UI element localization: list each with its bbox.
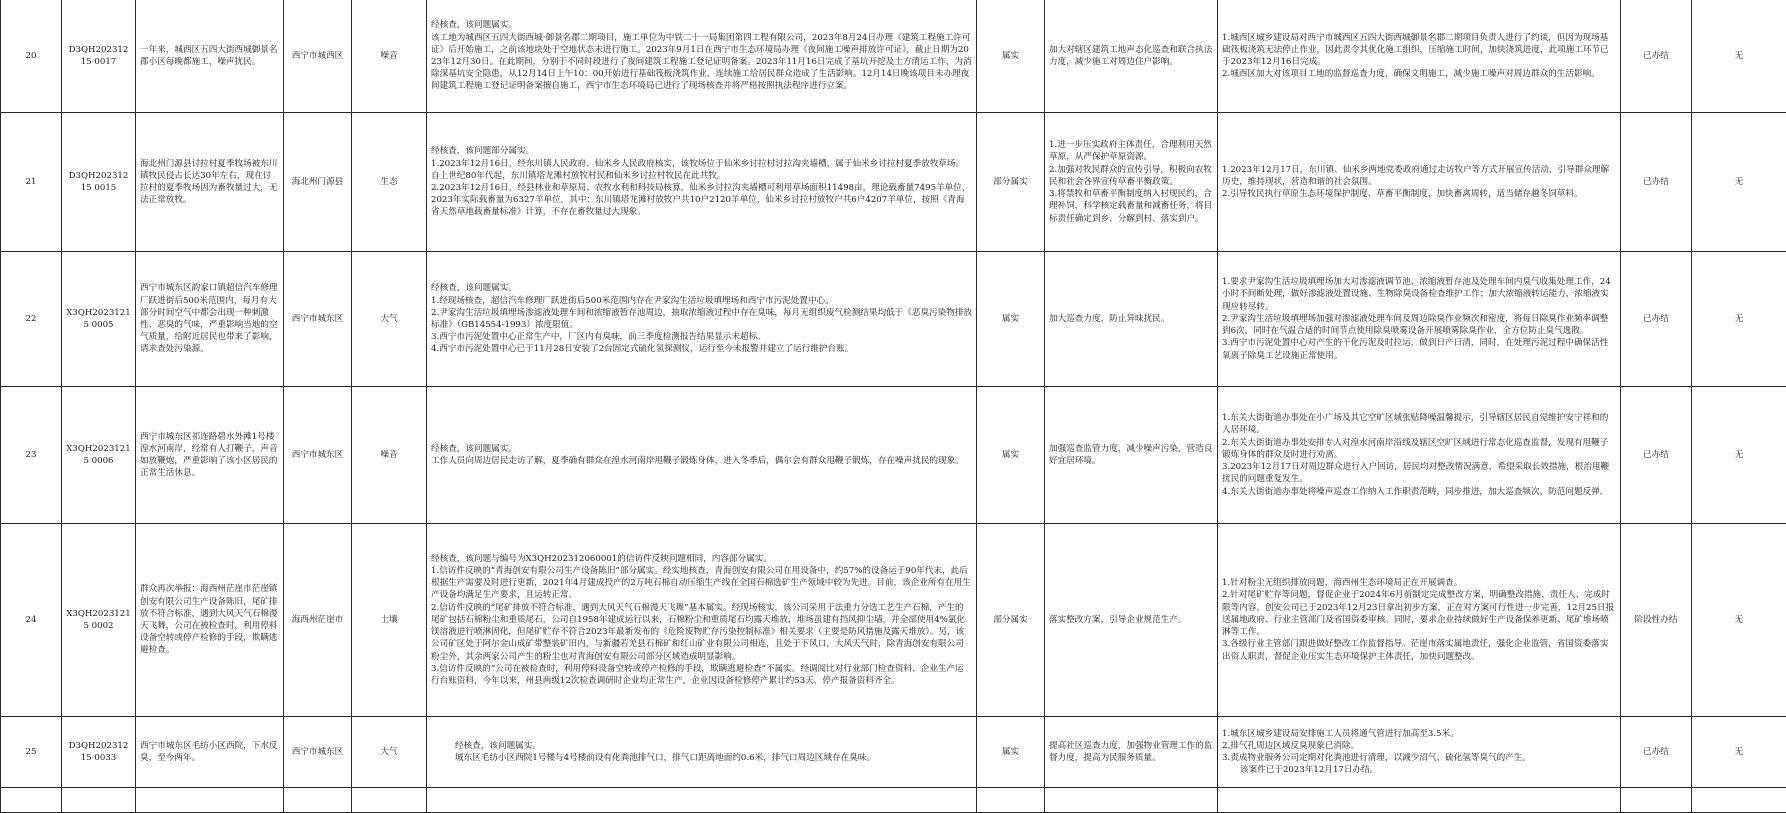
empty-cell — [1692, 788, 1786, 813]
accountability: 无 — [1692, 717, 1786, 788]
empty-cell — [1218, 788, 1621, 813]
location: 西宁市城东区 — [284, 387, 352, 524]
handling-status: 已办结 — [1621, 113, 1692, 252]
location: 海西州茫崖市 — [284, 524, 352, 717]
accountability: 无 — [1692, 252, 1786, 387]
row-number: 20 — [1, 0, 62, 113]
row-number: 22 — [1, 252, 62, 387]
handling-status: 已办结 — [1621, 0, 1692, 113]
pollution-type: 大气 — [352, 717, 427, 788]
accountability: 无 — [1692, 387, 1786, 524]
rectification-measure: 加大巡查力度，防止异味扰民。 — [1045, 252, 1218, 387]
investigation-result: 经核查，该问题属实。 城东区毛纺小区西院1号楼与4号楼前设有化粪池排气口，排气口距离地面约0.6米，排气口周边区域存在臭味。 — [427, 717, 977, 788]
complaint-text: 群众再次举报：海西州茫崖市茫崖镇创安有限公司生产设备陈旧，尾矿排放不符合标准，遇到大风天气石棉漫天飞舞，公司在被检查时，利用停料设备空转或停产检修的手段，欺瞒逃避检查。 — [136, 524, 284, 717]
handling-result: 1.要求尹家沟生活垃圾填埋场加大对渗滤液调节池、浓缩液暂存池及处理车间内臭气收集处理工作，24小时不间断处理，做好渗滤液处置设施、生物除臭设备检查维护工作；加大浓缩液转运能力，浓缩液实现应转尽转。 2.尹家沟生活垃圾填埋场加强对渗滤液处理车间及周边除臭作业频次和密度，将每日除臭作业频率调整到6次，同时在气温合适的时间节点使用除臭喷雾设备开展喷雾除臭作业，全方位防止臭气逸散。 3.西宁市污泥处置中心对产生的干化污泥及时拉运，做到日产日清，同时，在处理污泥过程中确保活性氧离子除臭工艺设施正常使用。 — [1218, 252, 1621, 387]
table-row — [1, 387, 1786, 524]
case-code: D3QH20231215 0033 — [62, 717, 136, 788]
handling-status: 已办结 — [1621, 387, 1692, 524]
case-code: D3QH20231215 0017 — [62, 0, 136, 113]
verdict: 属实 — [977, 387, 1045, 524]
location: 西宁市城东区 — [284, 717, 352, 788]
row-number: 21 — [1, 113, 62, 252]
handling-result — [1218, 717, 1621, 788]
investigation-result: 经核查，该问题与编号为X3QH202312060001的信访件反映问题相同，内容部分属实。 1.信访件反映的“青海创安有限公司生产设备陈旧”部分属实。经实地核查，青海创安有限公司在用设备中，约57%的设备运于90年代末，此后根据生产需要及时进行更新，2021年4月建成投产的2万吨石棉自动压缩生产线在全国石棉选矿生产领域中较为先进。目前，该企业所有在用生产设备均满足生产要求，且运转正常。 2.信访件反映的“尾矿排放不符合标准，遇到大风天气石棉漫天飞舞”基本属实。经现场核实，该公司采用干法重力分选工艺生产石棉，产生的尾矿包括石棉粉尘和重质尾石，公司自1958年建成运行以来，石棉粉尘和重质尾石均露天堆放，堆场虽建有挡风抑尘墙，并全部使用4%氯化镁溶液进行喷淋固化，但尾矿贮存不符合2023年最新发布的《危险废物贮存污染控制标准》相关要求（主要是防风措施及露天堆放）。另，该公司矿区处于阿尔金山成矿带整装矿田内，与新疆若羌县石棉矿和红山矿业有限公司相连，且处于下风口，大风天气时，除青海创安有限公司粉尘外，其余两家公司产生的粉尘也对青海创安有限公司部分区域造成明显影响。 3.信访件反映的“公司在被检查时，利用停料设备空转或停产检修的手段，欺瞒逃避检查”不属实。经调阅比对行业部门检查资料、企业生产运行台账资料，今年以来，州县两级12次检查调研时企业均正常生产，企业因设备检修停产累计约53天，停产报备资料齐全。 — [427, 524, 977, 717]
complaint-text: 西宁市城东区毛纺小区西院，下水反臭，至今两年。 — [136, 717, 284, 788]
pollution-type: 噪音 — [352, 0, 427, 113]
verdict: 部分属实 — [977, 113, 1045, 252]
handling-result: 1.针对粉尘无组织排放问题，海西州生态环境局正在开展调查。 2.针对尾矿贮存等问题，督促企业于2024年6月前制定完成整改方案，明确整改措施、责任人、完成时限等内容。创安公司已于2023年12月23日拿出初步方案，正在对方案可行性进一步完善，12月25日报送属地政府、行业主管部门及省国资委审核。同时，要求企业持续做好生产设备保养更新、尾矿堆场喷淋等工作。 3.各级行业主管部门跟进做好整改工作监督指导。茫崖市落实属地责任，强化企业监管，省国资委落实出资人职责，督促企业压实生态环境保护主体责任，加快问题整改。 — [1218, 524, 1621, 717]
table-row — [1, 113, 1786, 252]
complaint-text: 一年来，城西区五四大街西城御景名郡小区每晚都施工，噪声扰民。 — [136, 0, 284, 113]
table-row — [1, 717, 1786, 788]
empty-cell — [1045, 788, 1218, 813]
row-number: 24 — [1, 524, 62, 717]
table-row — [1, 524, 1786, 717]
empty-cell — [136, 788, 284, 813]
pollution-type: 生态 — [352, 113, 427, 252]
accountability: 无 — [1692, 0, 1786, 113]
handling-result: 1.2023年12月17日，东川镇、仙米乡两地党委政府通过走访牧户等方式开展宣传活动，引导群众理解历史，维持现状，营造和谐的社会氛围。 2.引导牧民执行草原生态环境保护制度、草畜平衡制度，加快畜禽周转，适当储存越冬饲草料。 — [1218, 113, 1621, 252]
result-closing-note: 该案件已于2023年12月17日办结。 — [1222, 764, 1616, 776]
case-code: X3QH20231215 0006 — [62, 387, 136, 524]
table-row-partial — [1, 788, 1786, 813]
rectification-measure: 加大对辖区建筑工地声态化巡查和联合执法力度，减少施工对周边住户影响。 — [1045, 0, 1218, 113]
rectification-measure: 提高社区巡查力度，加强物业管理工作的监督力度，提高为民服务质量。 — [1045, 717, 1218, 788]
verdict: 属实 — [977, 252, 1045, 387]
complaint-text: 海北州门源县讨拉村夏季牧场被东川镇牧民侵占长达30年左右，现在讨拉村的夏季牧场因为畜牧量过大，无法正常放牧。 — [136, 113, 284, 252]
table-row — [1, 0, 1786, 113]
empty-cell — [427, 788, 977, 813]
complaint-text: 西宁市城东区韵家口镇超信汽车修理厂跃进街后500米范围内，每月有大部分时间空气中都会出现一种刺激性、恶臭的气味，严重影响当地的空气质量，给附近居民也带来了影响，请求查处污染源。 — [136, 252, 284, 387]
investigation-result: 经核查，该问题属实。 工作人员向周边居民走访了解，夏季确有群众在湟水河南岸甩鞭子锻炼身体，进入冬季后，偶尔会有群众甩鞭子锻炼，存在噪声扰民的现象。 — [427, 387, 977, 524]
empty-cell — [284, 788, 352, 813]
pollution-type: 土壤 — [352, 524, 427, 717]
row-number: 25 — [1, 717, 62, 788]
empty-cell — [977, 788, 1045, 813]
rectification-measure: 落实整改方案，引导企业规范生产。 — [1045, 524, 1218, 717]
investigation-result: 经核查，该问题属实。 该工地为城西区五四大街西城·御景名郡二期项目，施工单位为中铁二十一局集团第四工程有限公司，2023年8月24日办理《建筑工程施工许可证》后开始施工，之前该地块处于空地状态未进行施工。2023年9月1日在西宁市生态环境局办理《夜间施工噪声排放许可证》，截止日期为2023年12月30日。在此期间，分别于不同时段进行了夜间建筑工程施工登记证明备案。2023年11月16日完成了基坑开挖及土方清运工作，为消除深基坑安全隐患，从12月14日上午10：00开始进行基础筏板浇筑作业，连续施工给居民群众造成了生活影响。12月14日晚该项目未办理夜间建筑工程施工登记证明备案擅自施工，西宁市生态环境局已进行了现场核查并将严格按照执法程序进行立案。 — [427, 0, 977, 113]
case-code: D3QH20231215 0015 — [62, 113, 136, 252]
empty-cell — [1621, 788, 1692, 813]
handling-status: 已办结 — [1621, 717, 1692, 788]
accountability: 无 — [1692, 113, 1786, 252]
rectification-measure: 1.进一步压实政府主体责任，合理利用天然草原，从严保护草原资源。 2.加强对牧民群众的宣传引导，积极向农牧民和社会各界宣传草畜平衡政策。 3.将禁牧和草畜平衡制度纳入村规民约，合理补饲，科学核定载畜量和减畜任务，将目标责任确定到乡、分解到村、落实到户。 — [1045, 113, 1218, 252]
accountability: 无 — [1692, 524, 1786, 717]
pollution-type: 大气 — [352, 252, 427, 387]
handling-result: 1.城西区城乡建设局对西宁市城西区五四大街西城御景名郡二期项目负责人进行了约谈，但因为现场基础筏板浇筑无法停止作业，因此责令其优化施工组织，压缩施工时间，加快浇筑进度，此项施工环节已于2023年12月16日完成。 2.城西区加大对该项目工地的监督巡查力度，确保文明施工，减少施工噪声对周边群众的生活影响。 — [1218, 0, 1621, 113]
empty-cell — [1, 788, 62, 813]
verdict: 属实 — [977, 0, 1045, 113]
empty-cell — [62, 788, 136, 813]
pollution-type: 噪音 — [352, 387, 427, 524]
handling-result: 1.东关大街街道办事处在小广场及其它空旷区域张贴降噪温馨提示，引导辖区居民自觉维护安宁祥和的人居环境。 2.东关大街街道办事处安排专人对湟水河南岸沿线及辖区空旷区域进行常态化巡查监督，发现有甩鞭子锻炼身体的群众及时进行劝离。 3.2023年12月17日对周边群众进行入户回访，居民均对整改情况满意，希望采取长效措施，根治甩鞭扰民的问题重复发生。 4.东关大街街道办事处将噪声巡查工作纳入工作职责范畴，同步推进，加大巡查频次，防范问题反弹。 — [1218, 387, 1621, 524]
location: 西宁市城东区 — [284, 252, 352, 387]
location: 西宁市城西区 — [284, 0, 352, 113]
result-item: 1.城东区城乡建设局安排施工人员将通气管进行加高至3.5米。 — [1222, 728, 1616, 740]
location: 海北州门源县 — [284, 113, 352, 252]
complaint-text: 西宁市城东区祁连路碧水外滩1号楼湟水河南岸，经常有人打鞭子，声音如放鞭炮，严重影响了该小区居民的正常生活休息。 — [136, 387, 284, 524]
investigation-result: 经核查，该问题部分属实。 1.2023年12月16日，经东川镇人民政府、仙米乡人民政府核实，该牧场位于仙米乡讨拉村讨拉沟夹墙槽，属于仙米乡讨拉村夏季放牧草场。自上世纪80年代起，东川镇塔龙滩村放牧村民和仙米乡讨拉村牧民在此共牧。 2.2023年12月16日，经县林业和草原局、农牧水利和科技局核算，仙米乡讨拉沟夹墙槽可利用草场面积11498亩，理论载畜量7495羊单位，2023年实际载畜量为6327羊单位，其中：东川镇塔龙滩村放牧户共10户2120羊单位，仙米乡讨拉村放牧户共6户4207羊单位，按照《青海省天然草地载畜量标准》计算，不存在畜牧量过大现象。 — [427, 113, 977, 252]
investigation-result: 经核查，该问题属实。 1.经现场核查，超信汽车修理厂跃进街后500米范围内存在尹家沟生活垃圾填埋场和西宁市污泥处置中心。 2.尹家沟生活垃圾填埋场渗滤液处理车间和浓缩液暂存池周边，抽取浓缩液过程中存在臭味，每月无组织废气检测结果均低于《恶臭污染物排放标准》（GB14554-1993）浓度限值。 3.西宁市污泥处置中心正常生产中，厂区内有臭味，前三季度检测报告结果显示未超标。 4.西宁市污泥处置中心已于11月28日安装了2台固定式硫化氢探测仪，运行至今未报警并建立了运行维护台账。 — [427, 252, 977, 387]
result-item: 3.责成物业服务公司定期对化粪池进行清理，以减少沼气、硫化氢等臭气的产生。 — [1222, 752, 1616, 764]
case-code: X3QH20231215 0002 — [62, 524, 136, 717]
case-code: X3QH20231215 0005 — [62, 252, 136, 387]
result-item: 2.排气孔周边区域反臭现象已消除。 — [1222, 740, 1616, 752]
verdict: 属实 — [977, 717, 1045, 788]
rectification-measure: 加强巡查监管力度，减少噪声污染，营造良好宜居环境。 — [1045, 387, 1218, 524]
row-number: 23 — [1, 387, 62, 524]
handling-status: 已办结 — [1621, 252, 1692, 387]
handling-status: 阶段性办结 — [1621, 524, 1692, 717]
empty-cell — [352, 788, 427, 813]
table-row — [1, 252, 1786, 387]
verdict: 部分属实 — [977, 524, 1045, 717]
